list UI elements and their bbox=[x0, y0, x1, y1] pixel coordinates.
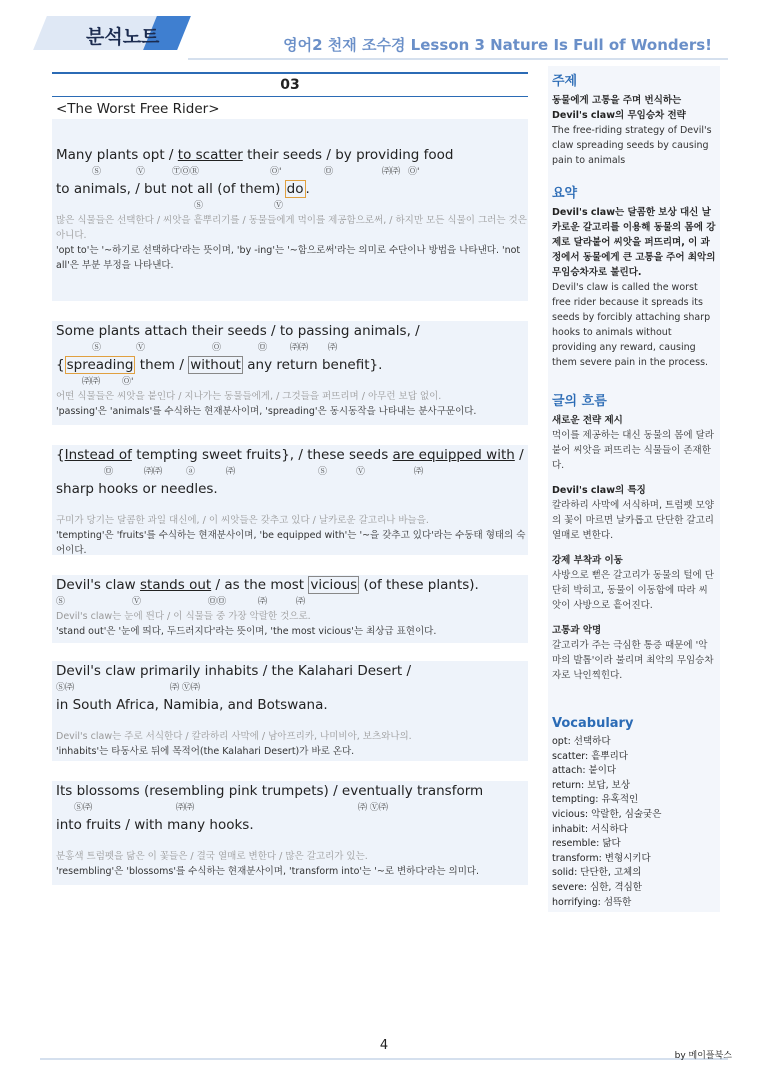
sentence-2-translation: 어떤 식물들은 씨앗을 붙인다 / 지나가는 동물들에게, / 그것들을 퍼뜨리며 / 아무런 보답 없이. bbox=[56, 391, 442, 402]
flow-item: Devil's claw의 특징 칼라하리 사막에 서식하며, 트럼펫 모양의 꽃이 마르면 날카롭고 단단한 갈고리 열매로 변한다. bbox=[552, 485, 714, 541]
sentence-6-line-2: into fruits / with many hooks. bbox=[56, 817, 254, 833]
topic-heading: 주제 bbox=[552, 74, 578, 89]
vocab-item: horrifying: 섬뜩한 bbox=[552, 896, 632, 908]
sentence-1-translation: 많은 식물들은 선택한다 / 씨앗을 흩뿌리기를 / 동물들에게 먹이를 제공함으로써, / 하지만 모든 식물이 그러는 것은 아니다. bbox=[56, 215, 527, 241]
sentence-5-translation: Devil's claw는 주로 서식한다 / 칼라하리 사막에 / 남아프리카, 나미비아, 보츠와나의. bbox=[56, 731, 412, 742]
sentence-3-translation: 구미가 당기는 달콤한 과일 대신에, / 이 씨앗들은 갖추고 있다 / 날카로운 갈고리나 바늘을. bbox=[56, 515, 429, 526]
sentence-block-4 bbox=[52, 575, 528, 643]
sentence-4-translation: Devil's claw는 눈에 띈다 / 이 식물들 중 가장 악랄한 것으로. bbox=[56, 611, 311, 622]
vocab-item: opt: 선택하다 bbox=[552, 736, 611, 747]
vocabulary-heading: Vocabulary bbox=[552, 716, 634, 731]
vocab-item: resemble: 닮다 bbox=[552, 838, 621, 850]
flow-section bbox=[552, 390, 716, 683]
vocab-item: severe: 심한, 격심한 bbox=[552, 881, 642, 893]
sentence-block-6 bbox=[52, 781, 528, 885]
passage-title: <The Worst Free Rider> bbox=[56, 101, 220, 117]
sentence-5-grammar-1: Ⓢ㈜ ㈜ Ⓥ㈜ bbox=[56, 683, 200, 693]
sentence-6-line-1: Its blossoms (resembling pink trumpets) / eventually transform bbox=[56, 783, 484, 799]
footer-divider bbox=[40, 1058, 728, 1060]
flow-item: 새로운 전략 제시 먹이를 제공하는 대신 동물의 몸에 달라붙어 씨앗을 퍼뜨리는 식물들이 존재한다. bbox=[552, 415, 714, 471]
sentence-block-2 bbox=[52, 321, 528, 425]
vocab-item: return: 보답, 보상 bbox=[552, 779, 631, 791]
sentence-2-line-1: Some plants attach their seeds / to passing animals, / bbox=[56, 323, 420, 339]
sentence-4-line-1: Devil's claw stands out / as the most vicious (of these plants). bbox=[56, 577, 479, 593]
sentence-6-translation: 분홍색 트럼펫을 닮은 이 꽃들은 / 결국 열매로 변한다 / 많은 갈고리가 있는. bbox=[56, 851, 368, 862]
vocab-item: solid: 단단한, 고체의 bbox=[552, 867, 642, 879]
summary-heading: 요약 bbox=[552, 186, 578, 201]
header-divider bbox=[188, 58, 728, 60]
sentence-2-grammar-2: ㈜㈜ Ⓞ' bbox=[82, 377, 134, 387]
sentence-4-note: 'stand out'은 '눈에 띄다, 두드러지다'라는 뜻이며, 'the most vicious'는 최상급 표현이다. bbox=[56, 626, 437, 637]
vocab-item: scatter: 흩뿌리다 bbox=[552, 750, 628, 762]
main-column bbox=[52, 66, 528, 1087]
sentence-2-grammar-1: Ⓢ Ⓥ Ⓞ ㉤ ㈜㈜ ㈜ bbox=[92, 343, 338, 353]
sentence-block-5 bbox=[52, 661, 528, 761]
sentence-block-3 bbox=[52, 445, 528, 555]
flow-item: 강제 부착과 이동 사방으로 뻗은 갈고리가 동물의 털에 단단히 박히고, 동물이 이동함에 따라 씨앗이 사방으로 흩어진다. bbox=[552, 555, 714, 611]
vocab-item: inhabit: 서식하다 bbox=[552, 823, 628, 835]
brand-label: 분석노트 bbox=[86, 26, 160, 48]
sentence-6-note: 'resembling'은 'blossoms'를 수식하는 현재분사이며, 'transform into'는 '~로 변하다'라는 의미다. bbox=[56, 866, 480, 877]
sentence-1-grammar-1: Ⓢ Ⓥ ⓉⓄⓇ Ⓞ' ㉤ ㈜㈜ Ⓞ' bbox=[92, 167, 420, 177]
publisher-credit: by 메이플북스 bbox=[674, 1051, 732, 1061]
summary-english: Devil's claw is called the worst free rider because it spreads its seeds by forcibly attaching sharp hooks to animals without providing any reward, causing them severe pain in the process. bbox=[552, 282, 711, 368]
sentence-6-grammar-1: Ⓢ㈜ ㈜㈜ ㈜ Ⓥ㈜ bbox=[74, 803, 388, 813]
vocabulary-section bbox=[552, 716, 716, 910]
vocab-item: tempting: 유혹적인 bbox=[552, 794, 639, 806]
sentence-2-line-2: { spreading them / without any return benefit}. bbox=[56, 357, 383, 373]
sentence-1-line-1: Many plants opt / to scatter their seeds / by providing food bbox=[56, 147, 454, 163]
vocab-item: attach: 붙이다 bbox=[552, 765, 617, 777]
sentence-1-grammar-2: Ⓢ Ⓥ bbox=[194, 201, 284, 211]
sentence-3-grammar-1: ㉤ ㈜㈜ ⓐ ㈜ Ⓢ Ⓥ ㈜ bbox=[104, 467, 424, 477]
sentence-5-line-1: Devil's claw primarily inhabits / the Kalahari Desert / bbox=[56, 663, 412, 679]
sentence-1-line-2: to animals, / but not all (of them) do . bbox=[56, 181, 310, 197]
page-title: 영어2 천재 조수경 Lesson 3 Nature Is Full of Wonders! bbox=[283, 36, 712, 54]
topic-section bbox=[552, 70, 716, 168]
passage-number: 03 bbox=[52, 72, 528, 97]
topic-english: The free-riding strategy of Devil's claw spreading seeds by causing pain to animals bbox=[552, 125, 712, 166]
summary-korean: Devil's claw는 달콤한 보상 대신 날카로운 갈고리를 이용해 동물의 몸에 강제로 달라붙어 씨앗을 퍼뜨리며, 이 과정에서 동물에게 큰 고통을 주어 최악의 무임승차자로 불린다. bbox=[552, 207, 716, 278]
flow-heading: 글의 흐름 bbox=[552, 394, 607, 409]
flow-item: 고통과 악명 갈고리가 주는 극심한 통증 때문에 '악마의 발톱'이라 불리며 최악의 무임승차자로 낙인찍힌다. bbox=[552, 625, 714, 681]
sentence-3-note: 'tempting'은 'fruits'를 수식하는 현재분사이며, 'be equipped with'는 '~을 갖추고 있다'라는 수동태 형태의 숙어이다. bbox=[56, 530, 526, 556]
sentence-5-note: 'inhabits'는 타동사로 뒤에 목적어(the Kalahari Desert)가 바로 온다. bbox=[56, 746, 355, 757]
sentence-block-1 bbox=[52, 119, 528, 301]
sentence-2-note: 'passing'은 'animals'를 수식하는 현재분사이며, 'spreading'은 동시동작을 나타내는 분사구문이다. bbox=[56, 406, 477, 417]
sentence-5-line-2: in South Africa, Namibia, and Botswana. bbox=[56, 697, 328, 713]
sentence-4-grammar-1: Ⓢ Ⓥ ㉤㉤ ㈜ ㈜ bbox=[56, 597, 306, 607]
sentence-1-note: 'opt to'는 '~하기로 선택하다'라는 뜻이며, 'by -ing'는 '~함으로써'라는 의미로 수단이나 방법을 나타낸다. 'not all'은 부분 부정을 나타낸다. bbox=[56, 245, 521, 271]
page-number: 4 bbox=[379, 1038, 389, 1053]
summary-section bbox=[552, 182, 716, 370]
topic-korean: 동물에게 고통을 주며 번식하는 Devil's claw의 무임승차 전략 bbox=[552, 95, 686, 121]
vocab-item: vicious: 악랄한, 심술궂은 bbox=[552, 808, 662, 820]
sentence-3-line-1: {Instead of tempting sweet fruits}, / these seeds are equipped with / bbox=[56, 447, 524, 463]
vocab-item: transform: 변형시키다 bbox=[552, 852, 651, 864]
sentence-3-line-2: sharp hooks or needles. bbox=[56, 481, 218, 497]
